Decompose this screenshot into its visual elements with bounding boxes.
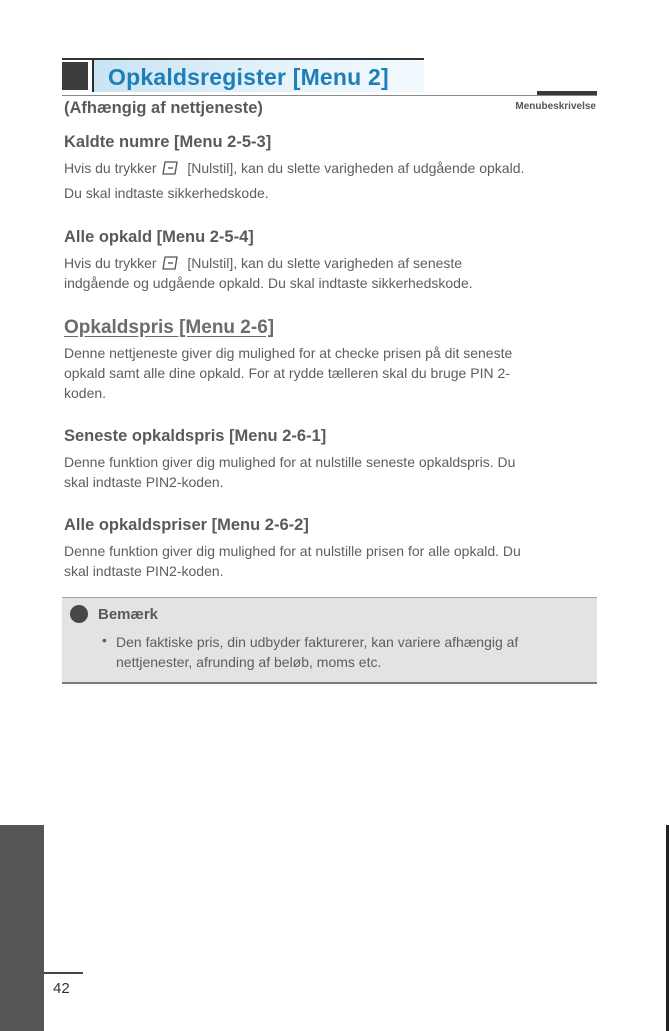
call-cost-line-3: koden. (64, 385, 107, 401)
note-list-bullet: • (102, 632, 107, 648)
dependency-note: (Afhængig af nettjeneste) (64, 99, 263, 117)
header-rule-accent (537, 91, 597, 95)
note-title: Bemærk (98, 606, 159, 623)
all-call-costs-line-1: Denne funktion giver dig mulighed for at nulstille prisen for alle opkald. Du (64, 543, 521, 559)
all-call-costs-line-2: skal indtaste PIN2-koden. (64, 563, 224, 579)
last-call-cost-line-2: skal indtaste PIN2-koden. (64, 474, 224, 490)
note-line-2: nettjenester, afrunding af beløb, moms etc. (116, 654, 382, 670)
call-cost-heading: Opkaldspris [Menu 2-6] (64, 317, 275, 338)
all-calls-line-1 (64, 253, 604, 274)
chapter-side-tab (0, 825, 44, 1031)
note-bullet-icon (70, 605, 88, 623)
last-call-cost-heading: Seneste opkaldspris [Menu 2-6-1] (64, 427, 327, 445)
soft-key-icon (162, 256, 179, 270)
dialed-numbers-line-1 (64, 158, 604, 179)
section-label: Menubeskrivelse (515, 101, 596, 112)
note-line-1: Den faktiske pris, din udbyder fakturerer, kan variere afhængig af (116, 634, 519, 650)
dialed-numbers-line-2: Du skal indtaste sikkerhedskode. (64, 185, 269, 201)
page-number: 42 (53, 980, 70, 997)
all-call-costs-heading: Alle opkaldspriser [Menu 2-6-2] (64, 516, 309, 534)
dialed-numbers-text-after: [Nulstil], kan du slette varigheden af udgående opkald. (187, 160, 525, 176)
call-cost-line-2: opkald samt alle dine opkald. For at rydde tælleren skal du bruge PIN 2- (64, 365, 510, 381)
call-cost-line-1: Denne nettjeneste giver dig mulighed for at checke prisen på dit seneste (64, 345, 513, 361)
dialed-numbers-heading: Kaldte numre [Menu 2-5-3] (64, 133, 272, 151)
all-calls-heading: Alle opkald [Menu 2-5-4] (64, 228, 254, 246)
page-number-rule (44, 972, 83, 974)
all-calls-text-before: Hvis du trykker (64, 255, 157, 271)
dialed-numbers-text-before: Hvis du trykker (64, 160, 157, 176)
header-rule (62, 95, 597, 96)
note-text (116, 632, 586, 672)
page-title: Opkaldsregister [Menu 2] (108, 64, 389, 90)
last-call-cost-line-1: Denne funktion giver dig mulighed for at nulstille seneste opkaldspris. Du (64, 454, 516, 470)
soft-key-icon (162, 161, 179, 175)
banner-marker (62, 62, 88, 90)
all-calls-text-after: [Nulstil], kan du slette varigheden af seneste (187, 255, 463, 271)
all-calls-line-2: indgående og udgående opkald. Du skal indtaste sikkerhedskode. (64, 275, 473, 291)
